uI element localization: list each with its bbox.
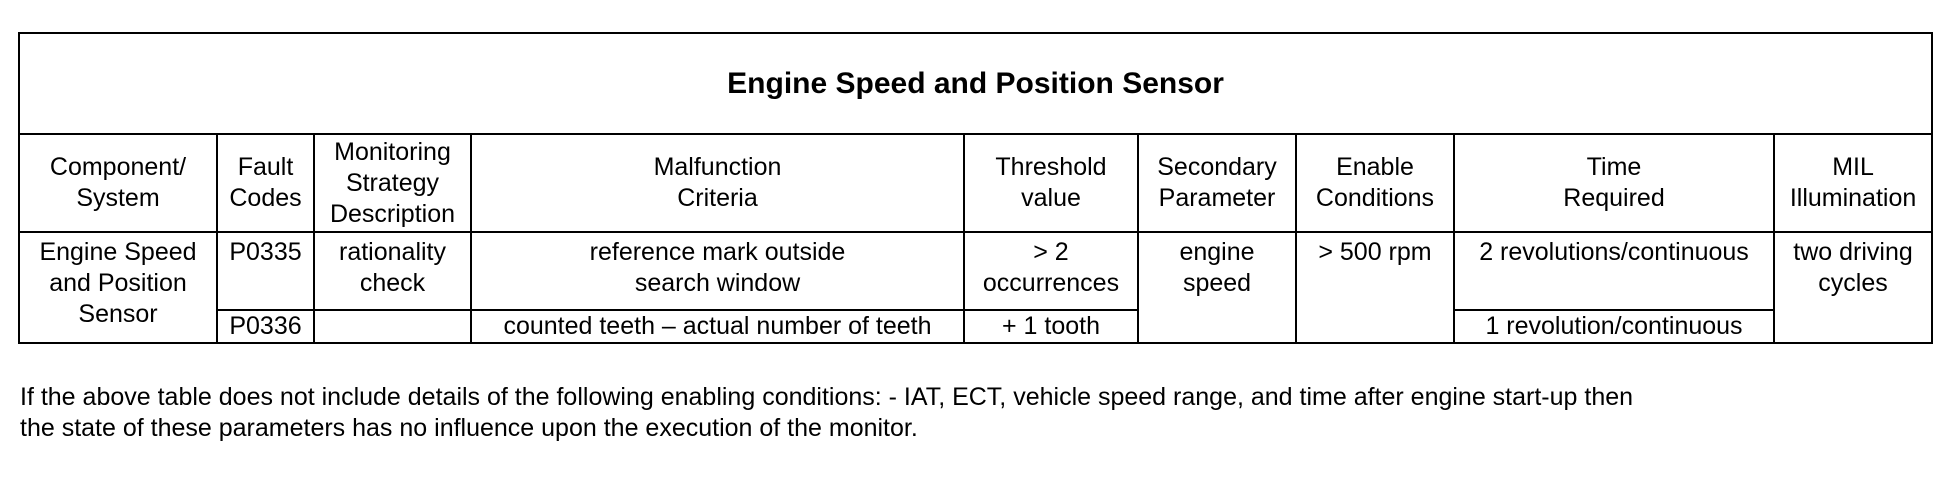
criteria-cell: reference mark outside search window xyxy=(471,232,964,310)
monitor-spec-table xyxy=(18,32,1933,344)
table-row xyxy=(19,310,1932,343)
strategy-cell: rationality check xyxy=(314,232,471,310)
strategy-cell xyxy=(314,310,471,343)
fault-code-cell: P0336 xyxy=(217,310,314,343)
time-required-cell: 2 revolutions/continuous xyxy=(1454,232,1774,310)
header-fault-codes: Fault Codes xyxy=(217,134,314,232)
threshold-cell: > 2 occurrences xyxy=(964,232,1138,310)
table-header-row xyxy=(19,134,1932,232)
header-threshold-value: Threshold value xyxy=(964,134,1138,232)
table-row xyxy=(19,232,1932,310)
fault-code-cell: P0335 xyxy=(217,232,314,310)
component-cell: Engine Speed and Position Sensor xyxy=(19,232,217,343)
time-required-cell: 1 revolution/continuous xyxy=(1454,310,1774,343)
header-mil-illumination: MIL Illumination xyxy=(1774,134,1932,232)
table-title: Engine Speed and Position Sensor xyxy=(19,33,1932,134)
secondary-parameter-cell: engine speed xyxy=(1138,232,1296,343)
header-monitoring-strategy: Monitoring Strategy Description xyxy=(314,134,471,232)
mil-illumination-cell: two driving cycles xyxy=(1774,232,1932,343)
enabling-conditions-note: If the above table does not include details of the following enabling conditions: - IAT, ECT, vehicle speed range, and time after engine start-up then the state of these parameters has no influence upon the execution of the monitor. xyxy=(20,383,1634,442)
header-enable-conditions: Enable Conditions xyxy=(1296,134,1454,232)
header-component: Component/ System xyxy=(19,134,217,232)
table-title-row xyxy=(19,33,1932,134)
header-time-required: Time Required xyxy=(1454,134,1774,232)
criteria-cell: counted teeth – actual number of teeth xyxy=(471,310,964,343)
enable-conditions-cell: > 500 rpm xyxy=(1296,232,1454,343)
header-malfunction-criteria: Malfunction Criteria xyxy=(471,134,964,232)
threshold-cell: + 1 tooth xyxy=(964,310,1138,343)
header-secondary-parameter: Secondary Parameter xyxy=(1138,134,1296,232)
